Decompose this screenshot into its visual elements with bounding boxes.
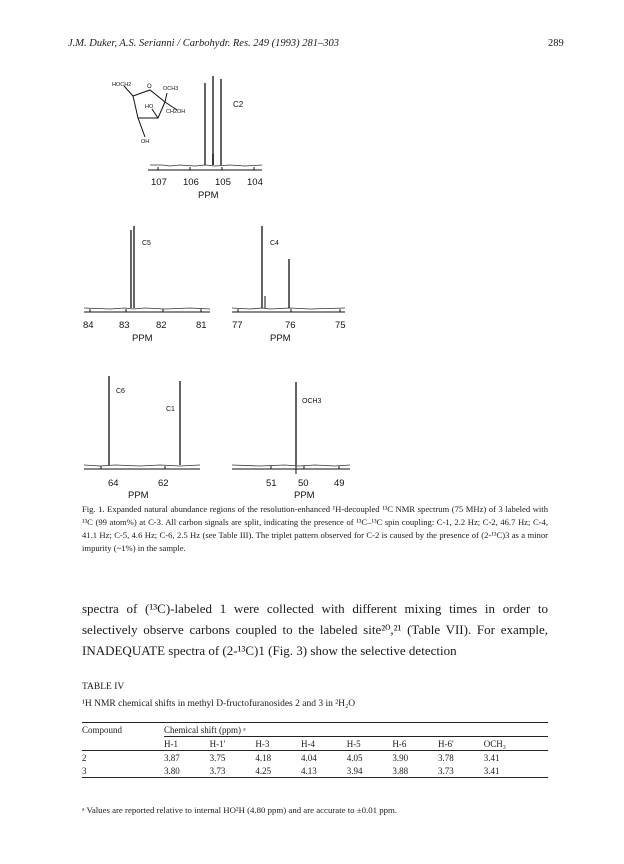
axis-unit: PPM	[198, 190, 219, 201]
tick-label: 81	[196, 320, 207, 331]
table-header-row	[82, 723, 548, 737]
peak-label-c5: C5	[142, 240, 151, 247]
table-label: TABLE IV	[82, 682, 125, 692]
shift-cell: 3.78	[438, 751, 484, 765]
compound-cell: 3	[82, 765, 87, 776]
page-number: 289	[548, 38, 564, 49]
shift-cell: 3.80	[164, 765, 180, 776]
tick-label: 76	[285, 320, 296, 331]
shift-cell: 3.41	[484, 751, 548, 765]
shift-cell: 4.18	[255, 751, 301, 765]
structure-oh: OH	[141, 139, 150, 145]
table-footnote: ᵃ Values are reported relative to internal HO²H (4.80 ppm) and are accurate to ±0.01 ppm.	[82, 805, 398, 815]
compound-cell: 2	[82, 751, 164, 765]
tick-label: 105	[215, 177, 231, 188]
shift-cell: 3.73	[209, 765, 226, 776]
shift-cell: 4.13	[301, 765, 317, 776]
panel-c5	[83, 226, 210, 344]
axis-unit: PPM	[270, 333, 291, 344]
structure-och3: OCH3	[163, 86, 179, 92]
panel-c6-c1	[84, 376, 200, 500]
body-text: spectra of (¹³C)-labeled 1 were collected with different mixing times in order to selectively observe carbons coupled to the labeled site²⁰,²¹ (Table VII). For example, INADEQUATE spectra of (2-¹³C)1 (Fig. 3) show the selective detection	[82, 601, 548, 658]
peak-label-c1: C1	[166, 406, 175, 413]
column-header: H-6'	[438, 737, 484, 751]
peak-label-c2: C2	[233, 100, 244, 109]
table-row	[82, 764, 548, 778]
tick-label: 104	[247, 177, 263, 188]
caption-text: Fig. 1. Expanded natural abundance regions of the resolution-enhanced ¹H-decoupled ¹³C NMR spectrum (75 MHz) of 3 labeled with ¹³C (99 atom%) at C-3. All carbon signals are split, indicating the presence of ¹³C–¹³C spin coupling: C-1, 2.2 Hz; C-2, 46.7 Hz; C-4, 41.1 Hz; C-5, 4.6 Hz; C-6, 2.5 Hz (see Table III). The triplet pattern observed for C-2 is caused by the presence of (2-¹³C)3 as a minor impurity (~1%) in the sample.	[82, 504, 548, 553]
shift-cell: 4.25	[255, 765, 272, 776]
shift-cell: 3.73	[438, 765, 454, 776]
structure-ring-o: O	[147, 84, 152, 90]
table-caption: ¹H NMR chemical shifts in methyl D-fructofuranosides 2 and 3 in ²H₂O	[82, 699, 356, 709]
structure-drawing	[112, 82, 185, 145]
figure-caption	[82, 503, 548, 555]
peak-label-och3: OCH3	[302, 398, 322, 405]
tick-label: 107	[151, 177, 167, 188]
table-column-row	[82, 737, 548, 751]
tick-label: 83	[119, 320, 130, 331]
tick-label: 50	[298, 478, 309, 489]
shift-cell: 3.90	[392, 751, 438, 765]
axis-unit: PPM	[128, 490, 149, 500]
axis-unit: PPM	[294, 490, 315, 500]
tick-label: 49	[334, 478, 345, 489]
peak-label-c6: C6	[116, 388, 125, 395]
shift-cell: 3.94	[346, 765, 363, 776]
table-row	[82, 751, 548, 765]
tick-label: 62	[158, 478, 169, 489]
chemical-shift-table	[82, 722, 548, 778]
shift-cell: 3.87	[164, 751, 210, 765]
shift-cell: 4.04	[301, 751, 347, 765]
tick-label: 75	[335, 320, 346, 331]
panel-och3	[232, 382, 350, 500]
column-header: H-3	[255, 737, 301, 751]
body-paragraph	[82, 598, 548, 661]
running-header: J.M. Duker, A.S. Serianni / Carbohydr. Res. 249 (1993) 281–303	[68, 38, 340, 49]
tick-label: 82	[156, 320, 167, 331]
shift-cell: 4.05	[347, 751, 393, 765]
structure-ch2oh: CH2OH	[166, 109, 186, 115]
column-header: H-1'	[210, 737, 256, 751]
shift-cell: 3.75	[210, 751, 256, 765]
column-header: OCH₃	[484, 737, 548, 751]
structure-ho: HO	[145, 104, 154, 110]
axis-unit: PPM	[132, 333, 153, 344]
panel-c4	[232, 226, 346, 344]
shift-cell: 3.41	[483, 765, 500, 776]
tick-label: 84	[83, 320, 94, 331]
tick-label: 51	[266, 478, 277, 489]
peak-label-c4: C4	[270, 240, 279, 247]
compound-header: Compound	[82, 723, 164, 737]
column-header: H-1	[164, 737, 210, 751]
panel-c2	[148, 76, 263, 201]
column-header: H-5	[347, 737, 393, 751]
tick-label: 106	[183, 177, 199, 188]
column-header: H-6	[392, 737, 438, 751]
tick-label: 77	[232, 320, 243, 331]
column-header: H-4	[301, 737, 347, 751]
shift-cell: 3.88	[392, 765, 409, 776]
chemical-shift-header: Chemical shift (ppm) ᵃ	[164, 723, 548, 737]
structure-hoch2: HOCH2	[112, 82, 132, 88]
tick-label: 64	[108, 478, 119, 489]
